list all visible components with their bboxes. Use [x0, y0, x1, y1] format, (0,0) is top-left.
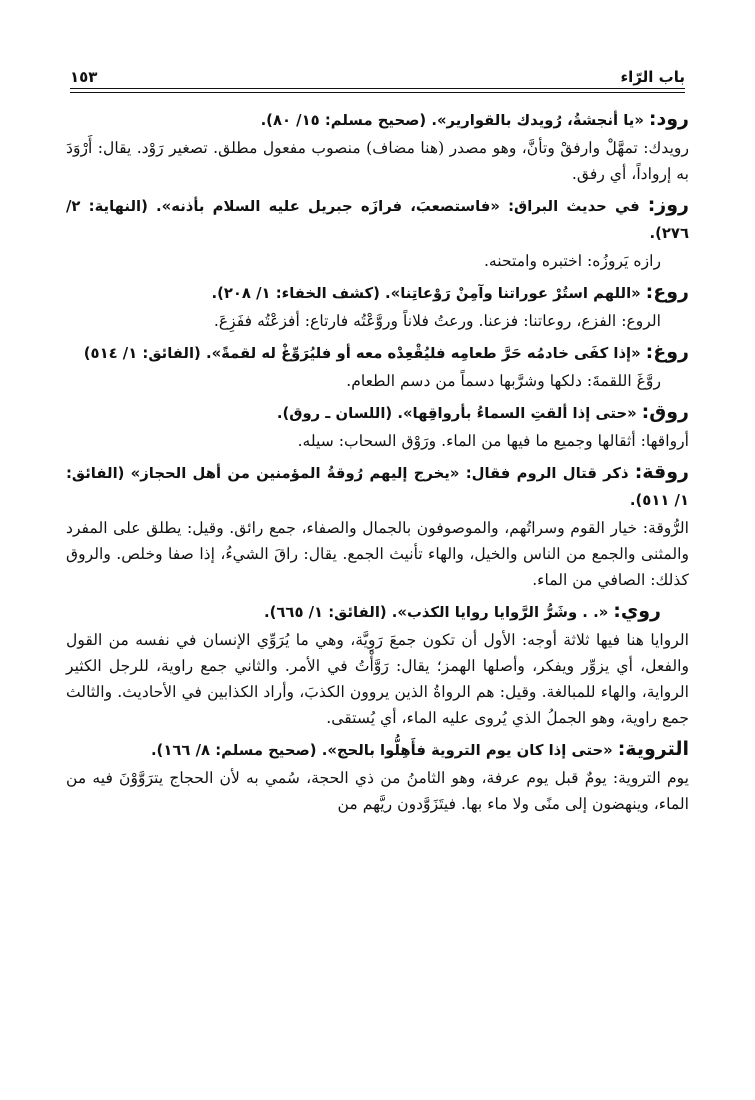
headword: روز: [647, 194, 689, 216]
entry-quote: «حتى إذا ألقتِ السماءُ بأرواقِها». (اللسان ـ روق). [276, 405, 637, 422]
header-rule-thick [70, 88, 685, 89]
entry-explanation: الروع: الفزع، روعاتنا: فزعنا. ورعتُ فلاناً وروَّعْتُه فارتاع: أفزعْتُه ففَزِعَ. [213, 312, 661, 330]
headword: روقة: [634, 461, 689, 483]
headword: روغ: [645, 341, 689, 363]
headword: رود: [648, 108, 689, 130]
entry-explanation: روَّغَ اللقمةَ: دلكها وشرَّبها دسماً من دسم الطعام. [346, 372, 661, 390]
entry-quote: ذكر قتال الروم فقال: «يخرج إليهم رُوقةُ المؤمنين من أهل الحجاز» (الفائق: ١/ ٥١١). [66, 465, 689, 509]
chapter-title: باب الرّاء [620, 68, 685, 86]
entry-rwy [66, 598, 689, 731]
entry-quote: «اللهم استُرْ عوراتنا وآمِنْ رَوْعاتِنا». (كشف الخفاء: ١/ ٢٠٨). [211, 285, 641, 302]
entry-explanation: الرُّوقة: خيار القوم وسراتُهم، والموصوفون بالجمال والصفاء، جمع رائق. وقيل: يطلق على المفرد والمثنى والجمع من الناس والخيل، والهاء تأنيث الجمع. يقال: راقَ الشيءُ، إذا صفا وخلص. والروق كذلك: الصافي من الماء. [66, 519, 689, 589]
page-body [66, 106, 689, 1076]
running-header [70, 56, 685, 86]
entry-rwq [66, 399, 689, 454]
entry-rwgh [66, 339, 689, 394]
entry-quote: «. . وشَرُّ الرَّوايا روايا الكذب». (الفائق: ١/ ٦٦٥). [263, 604, 609, 621]
entry-explanation: أرواقها: أثقالها وجميع ما فيها من الماء. ورَوْق السحاب: سيله. [297, 432, 689, 450]
entry-quote: في حديث البراق: «فاستصعبَ، فرازَه جبريل عليه السلام بأذنه». (النهاية: ٢/ ٢٧٦). [66, 198, 689, 242]
entry-explanation: الروايا هنا فيها ثلاثة أوجه: الأول أن تكون جمعَ رَوِيَّة، وهي ما يُرَوِّي الإنسان في نفسه من القول والفعل، أي يزوِّر ويفكر، وأصلها الهمز؛ يقال: رَوَّأْتُ في الأمر. والثاني جمع راوية، للرجل الكثير الرواية، والهاء للمبالغة. وقيل: هم الرواةُ الذين يروون الكذبَ، وأراد الكذابين في الأحاديث. والثالث جمع راوية، وهو الجملُ الذي يُروى عليه الماء، أي يُستقى. [66, 631, 689, 727]
page-number: ١٥٣ [70, 68, 98, 86]
headword: روي: [613, 600, 661, 622]
entry-quote: «يا أنجشةُ، رُويدك بالقوارير». (صحيح مسلم: ١٥/ ٨٠). [260, 112, 644, 129]
headword: التروية: [617, 738, 689, 760]
entry-rwd [66, 106, 689, 187]
entry-tarwiya [66, 736, 689, 817]
entry-quote: «إذا كفَى خادمُه حَرَّ طعامِه فليُقْعِدْه معه أو فليُرَوِّغْ له لقمةً». (الفائق: ١/ ٥١٤) [83, 345, 641, 362]
header-rule-thin [70, 92, 685, 93]
entry-quote: «حتى إذا كان يوم التروية فأَهِلُّوا بالحج». (صحيح مسلم: ٨/ ١٦٦). [150, 742, 613, 759]
entry-rwz [66, 192, 689, 274]
headword: روع: [645, 281, 689, 303]
entry-rwa [66, 279, 689, 334]
entry-explanation: يوم التروية: يومٌ قبل يوم عرفة، وهو الثامنُ من ذي الحجة، سُمي به لأن الحجاج يترَوَّوْنَ فيه من الماء، وينهضون إلى منًى ولا ماء بها. فيتَزَوَّدون ريَّهم من [66, 769, 689, 813]
entry-rwqa [66, 459, 689, 593]
headword: روق: [641, 401, 689, 423]
entry-explanation: رازه يَروزُه: اختبره وامتحنه. [483, 252, 661, 270]
entry-explanation: رويدك: تمهَّلْ وارفقْ وتأنَّ، وهو مصدر (هنا مضاف) منصوب مفعول مطلق. تصغير رَوْد. يقال: أَرْوَدَ به إرواداً، أي رفق. [66, 139, 689, 183]
